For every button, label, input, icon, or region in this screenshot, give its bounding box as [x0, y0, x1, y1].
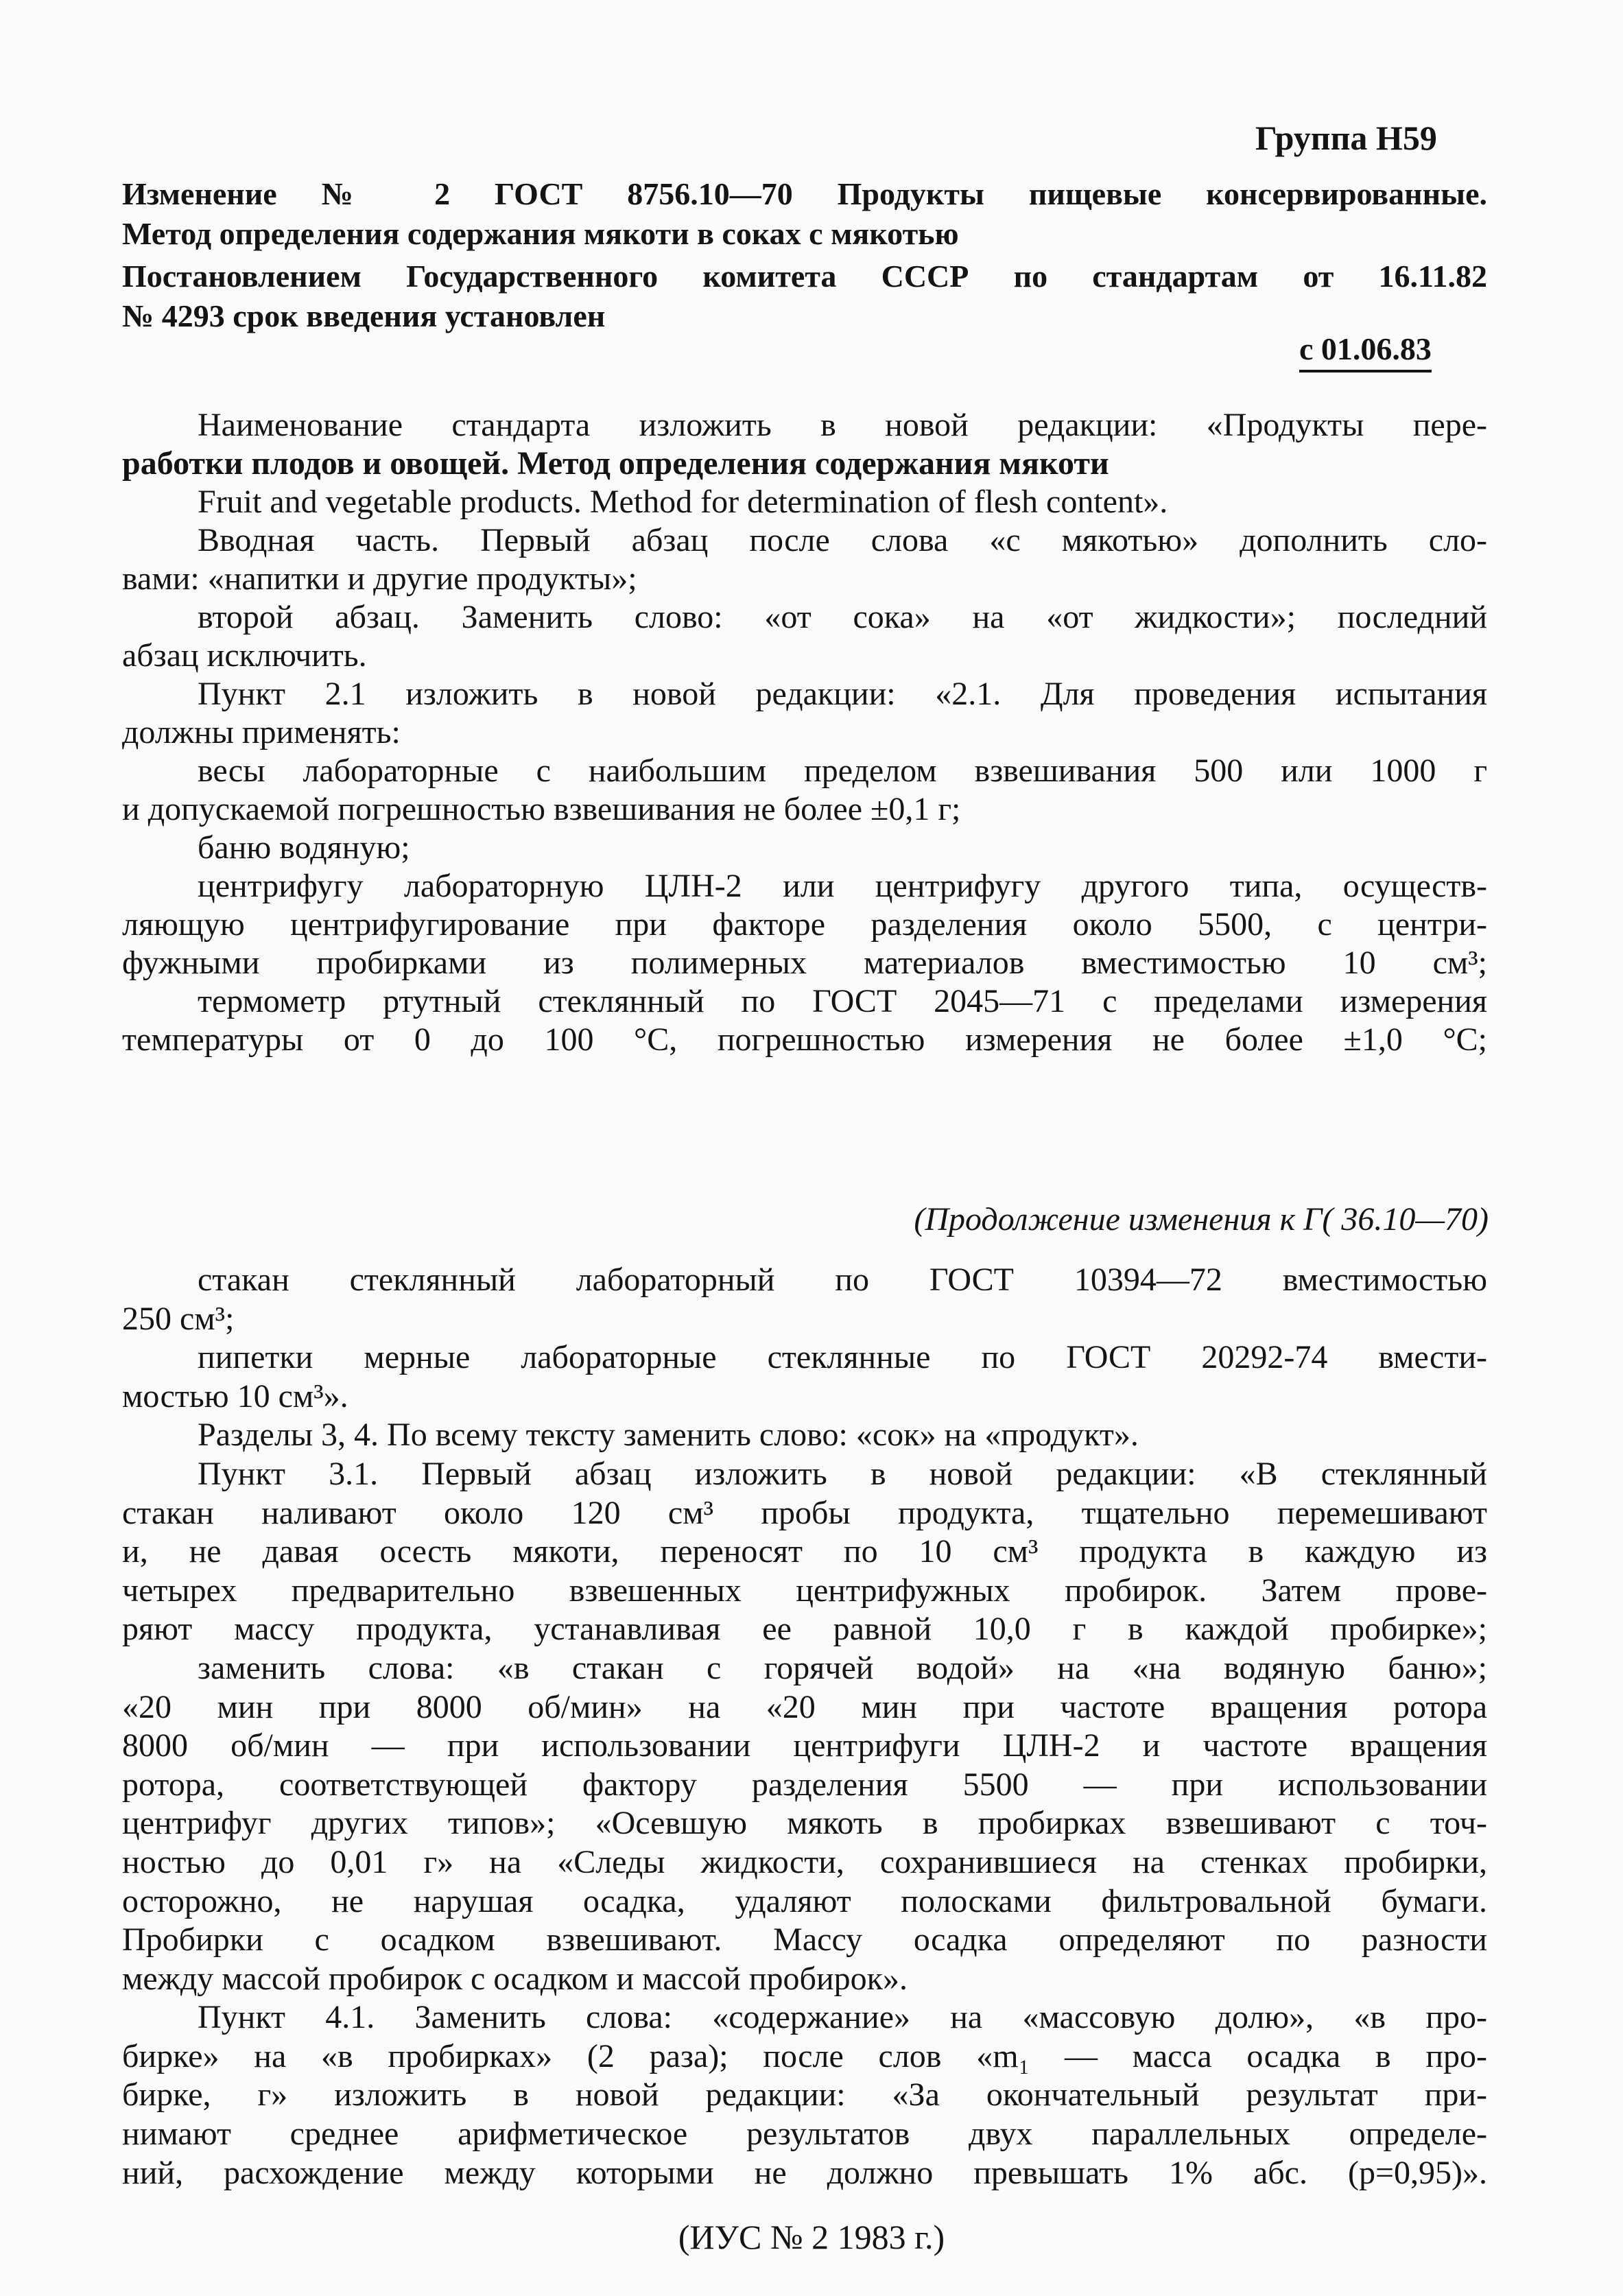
amendment-text-part2 — [122, 1261, 1487, 2192]
text-line: пипетки мерные лабораторные стеклянные по ГОСТ 20292-74 вмести- — [198, 1339, 1487, 1376]
text-line: 8000 об/мин — при использовании центрифуги ЦЛН-2 и частоте вращения — [122, 1727, 1487, 1764]
text-line: 250 см³; — [122, 1300, 235, 1337]
text-line: «20 мин при 8000 об/мин» на «20 мин при частоте вращения ротора — [122, 1688, 1487, 1725]
decree-line: № 4293 срок введения установлен — [122, 298, 606, 333]
text-line: центрифугу лабораторную ЦЛН-2 или центрифугу другого типа, осуществ- — [198, 868, 1487, 904]
text-line: температуры от 0 до 100 °С, погрешностью измерения не более ±1,0 °С; — [122, 1021, 1487, 1058]
text-line: работки плодов и овощей. Метод определения содержания мякоти — [122, 445, 1109, 482]
text-line: второй абзац. Заменить слово: «от сока» на «от жидкости»; последний — [198, 599, 1487, 635]
text-line: заменить слова: «в стакан с горячей водой» на «на водяную баню»; — [198, 1649, 1487, 1686]
text-line: ностью до 0,01 г» на «Следы жидкости, сохранившиеся на стенках пробирки, — [122, 1843, 1487, 1880]
text-line: стакан наливают около 120 см³ пробы продукта, тщательно перемешивают — [122, 1494, 1487, 1531]
text-line: и, не давая осесть мякоти, переносят по 10 см³ продукта в каждую из — [122, 1533, 1487, 1570]
text-line: Разделы 3, 4. По всему тексту заменить слово: «сок» на «продукт». — [198, 1417, 1139, 1454]
text-line: четырех предварительно взвешенных центрифужных пробирок. Затем прове- — [122, 1572, 1487, 1609]
group-label: Группа Н59 — [1255, 119, 1437, 157]
text-line: мостью 10 см³». — [122, 1377, 348, 1415]
text-line: ряют массу продукта, устанавливая ее равной 10,0 г в каждой пробирке»; — [122, 1611, 1487, 1648]
text-line: вами: «напитки и другие продукты»; — [122, 560, 637, 597]
text-line: центрифуг других типов»; «Осевшую мякоть в пробирках взвешивают с точ- — [122, 1805, 1487, 1842]
text-line: весы лабораторные с наибольшим пределом взвешивания 500 или 1000 г — [198, 753, 1487, 789]
text-line: осторожно, не нарушая осадка, удаляют полосками фильтровальной бумаги. — [122, 1882, 1487, 1919]
text-line: нимают среднее арифметическое результатов двух параллельных определе- — [122, 2116, 1487, 2153]
text-line: Наименование стандарта изложить в новой редакции: «Продукты пере- — [198, 407, 1487, 443]
text-line: Пункт 3.1. Первый абзац изложить в новой редакции: «В стеклянный — [198, 1455, 1487, 1492]
effective-date: с 01.06.83 — [1299, 331, 1432, 372]
text-line: должны применять: — [122, 714, 401, 750]
title-line: Метод определения содержания мякоти в соках с мякотью — [122, 216, 959, 251]
text-line: баню водяную; — [198, 829, 410, 866]
amendment-text-part1 — [122, 406, 1487, 1059]
text-line: ротора, соответствующей фактору разделения 5500 — при использовании — [122, 1766, 1487, 1803]
continuation-header: (Продолжение изменения к Г( 36.10—70) — [914, 1201, 1489, 1238]
text-line: стакан стеклянный лабораторный по ГОСТ 10394—72 вместимостью — [198, 1262, 1487, 1298]
amendment-title — [122, 174, 1487, 254]
text-line: ляющую центрифугирование при факторе разделения около 5500, с центри- — [122, 906, 1487, 943]
text-line: абзац исключить. — [122, 637, 367, 674]
text-line: и допускаемой погрешностью взвешивания не более ±0,1 г; — [122, 791, 961, 827]
source-reference: (ИУС № 2 1983 г.) — [678, 2218, 945, 2256]
text-line: термометр ртутный стеклянный по ГОСТ 2045—71 с пределами измерения — [198, 983, 1487, 1019]
text-line: Пункт 2.1 изложить в новой редакции: «2.1. Для проведения испытания — [198, 676, 1487, 712]
decree-statement — [122, 257, 1487, 336]
text-line: фужными пробирками из полимерных материалов вместимостью 10 см³; — [122, 945, 1487, 981]
text-line: Пункт 4.1. Заменить слова: «содержание» на «массовую долю», «в про- — [198, 1999, 1487, 2036]
text-line: бирке, г» изложить в новой редакции: «За окончательный результат при- — [122, 2076, 1487, 2114]
text-line: Вводная часть. Первый абзац после слова «с мякотью» дополнить сло- — [198, 522, 1487, 558]
decree-line: Постановлением Государственного комитета СССР по стандартам от 16.11.82 — [122, 259, 1487, 294]
text-line: ний, расхождение между которыми не должно превышать 1% абс. (р=0,95)». — [122, 2154, 1487, 2191]
text-line: Пробирки с осадком взвешивают. Массу осадка определяют по разности — [122, 1921, 1487, 1958]
title-line: Изменение № 2 ГОСТ 8756.10—70 Продукты пищевые консервированные. — [122, 176, 1487, 211]
text-line: бирке» на «в пробирках» (2 раза); после слов «m₁ — масса осадка в про- — [122, 2037, 1487, 2074]
text-line: между массой пробирок с осадком и массой пробирок». — [122, 1960, 908, 1997]
text-line: Fruit and vegetable products. Method for determination of flesh content». — [198, 484, 1168, 520]
